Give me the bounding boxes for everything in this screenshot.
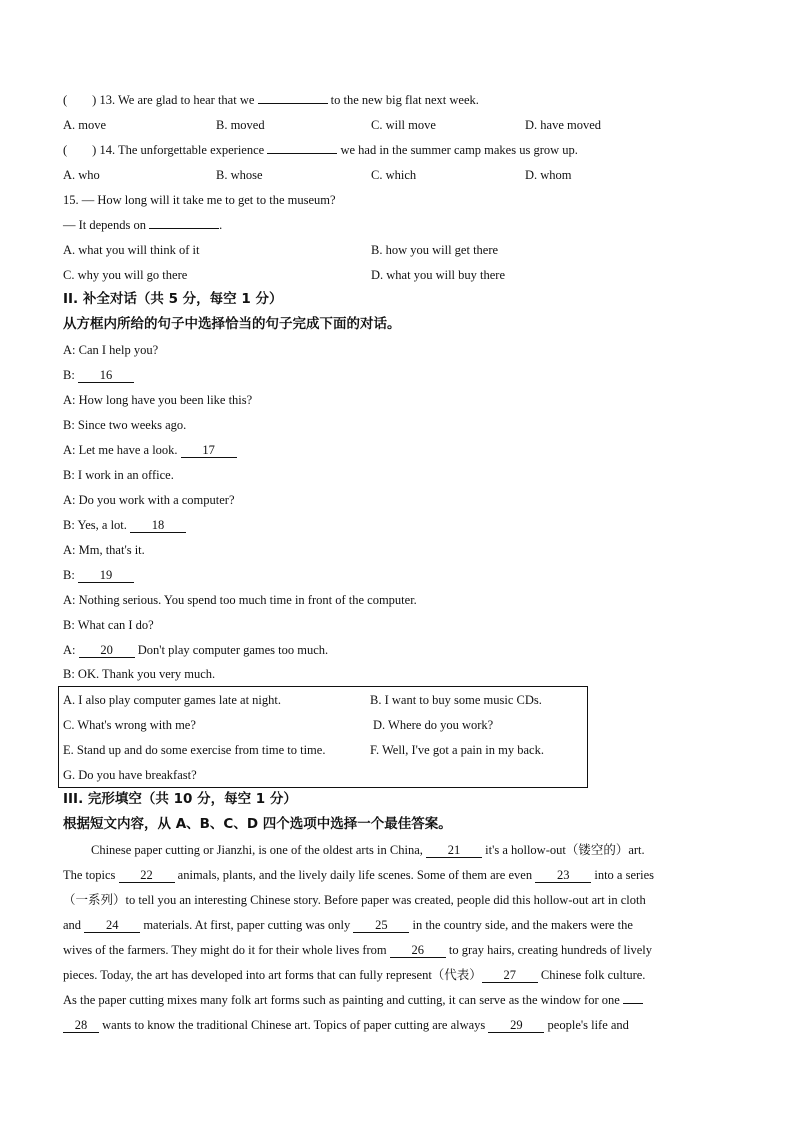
dialogue-line: B: 19 [63,567,134,583]
box-option-c: C. What's wrong with me? [63,718,196,732]
blank-22[interactable]: 22 [119,868,175,883]
section-3-title: III. 完形填空（共 10 分，每空 1 分） [63,791,297,807]
dialogue-line: B: Yes, a lot. 18 [63,517,186,533]
passage-line: As the paper cutting mixes many folk art forms such as painting and cutting, it can serve as the window for one [63,988,731,1013]
dialogue-line: A: Can I help you? [63,343,159,357]
option-d: D. whom [525,168,572,182]
box-option-d: D. Where do you work? [373,718,494,732]
question-13-stem: ( ) 13. We are glad to hear that we [63,93,258,107]
question-14-stem: ( ) 14. The unforgettable experience [63,143,268,157]
blank-20[interactable]: 20 [79,643,135,658]
dialogue-line: A: Mm, that's it. [63,543,145,557]
blank-19[interactable]: 19 [78,568,134,583]
option-a: A. what you will think of it [63,243,200,257]
blank-26[interactable]: 26 [390,943,446,958]
blank-18[interactable]: 18 [130,518,186,533]
question-15-stem: 15. — How long will it take me to get to the museum? [63,193,336,207]
option-c: C. which [371,168,417,182]
section-3-instruction: 根据短文内容，从 A、B、C、D 四个选项中选择一个最佳答案。 [63,816,452,832]
box-option-f: F. Well, I've got a pain in my back. [370,743,544,757]
option-a: A. move [63,118,107,132]
option-c: C. will move [371,118,436,132]
dialogue-line: A: Let me have a look. 17 [63,442,237,458]
blank-16[interactable]: 16 [78,368,134,383]
blank-23[interactable]: 23 [535,868,591,883]
answer-blank[interactable] [258,103,328,104]
passage-line: （一系列）to tell you an interesting Chinese story. Before paper was created, people did this hollow-out art in cloth [63,893,646,907]
passage-line: 28 wants to know the traditional Chinese art. Topics of paper cutting are always 29 people's life and [63,1013,731,1038]
cloze-passage [63,838,731,1038]
box-option-b: B. I want to buy some music CDs. [370,693,542,707]
blank-27[interactable]: 27 [482,968,538,983]
passage-line: wives of the farmers. They might do it for their whole lives from 26 to gray hairs, creating hundreds of lively [63,943,652,957]
dialogue-line: B: OK. Thank you very much. [63,667,216,681]
option-d: D. have moved [525,118,602,132]
blank-21[interactable]: 21 [426,843,482,858]
dialogue-line: A: How long have you been like this? [63,393,253,407]
passage-line: and 24 materials. At first, paper cutting was only 25 in the country side, and the makers were the [63,918,633,932]
dialogue-line: A: Nothing serious. You spend too much time in front of the computer. [63,593,417,607]
dialogue-line: B: 16 [63,367,134,383]
dialogue-line: B: What can I do? [63,618,154,632]
answer-blank [623,1003,643,1004]
blank-25[interactable]: 25 [353,918,409,933]
dialogue-line: B: I work in an office. [63,468,174,482]
blank-29[interactable]: 29 [488,1018,544,1033]
option-c: C. why you will go there [63,268,188,282]
box-option-a: A. I also play computer games late at night. [63,693,281,707]
option-b: B. moved [216,118,265,132]
question-14: ( ) 14. The unforgettable experience we had in the summer camp makes us grow up. [63,143,578,157]
box-option-e: E. Stand up and do some exercise from time to time. [63,743,326,757]
passage-line: pieces. Today, the art has developed into art forms that can fully represent（代表） 27 Chinese folk culture. [63,968,646,982]
section-2-title: II. 补全对话（共 5 分，每空 1 分） [63,291,283,307]
answer-blank[interactable] [149,228,219,229]
dialogue-line: B: Since two weeks ago. [63,418,187,432]
dialogue-line: A: 20 Don't play computer games too much. [63,643,329,657]
box-option-g: G. Do you have breakfast? [63,768,197,782]
option-b: B. whose [216,168,263,182]
answer-blank[interactable] [267,153,337,154]
passage-line: Chinese paper cutting or Jianzhi, is one of the oldest arts in China, 21 it's a hollow-out（镂空的）art. [91,843,645,857]
blank-17[interactable]: 17 [181,443,237,458]
question-15-reply: — It depends on . [63,218,223,232]
section-2-instruction: 从方框内所给的句子中选择恰当的句子完成下面的对话。 [63,316,401,332]
blank-24[interactable]: 24 [84,918,140,933]
question-13: ( ) 13. We are glad to hear that we to the new big flat next week. [63,93,479,107]
blank-28[interactable]: 28 [63,1018,99,1033]
option-a: A. who [63,168,100,182]
option-d: D. what you will buy there [371,268,506,282]
option-b: B. how you will get there [371,243,499,257]
dialogue-line: A: Do you work with a computer? [63,493,235,507]
passage-line: The topics 22 animals, plants, and the lively daily life scenes. Some of them are even 23 into a series [63,868,655,882]
